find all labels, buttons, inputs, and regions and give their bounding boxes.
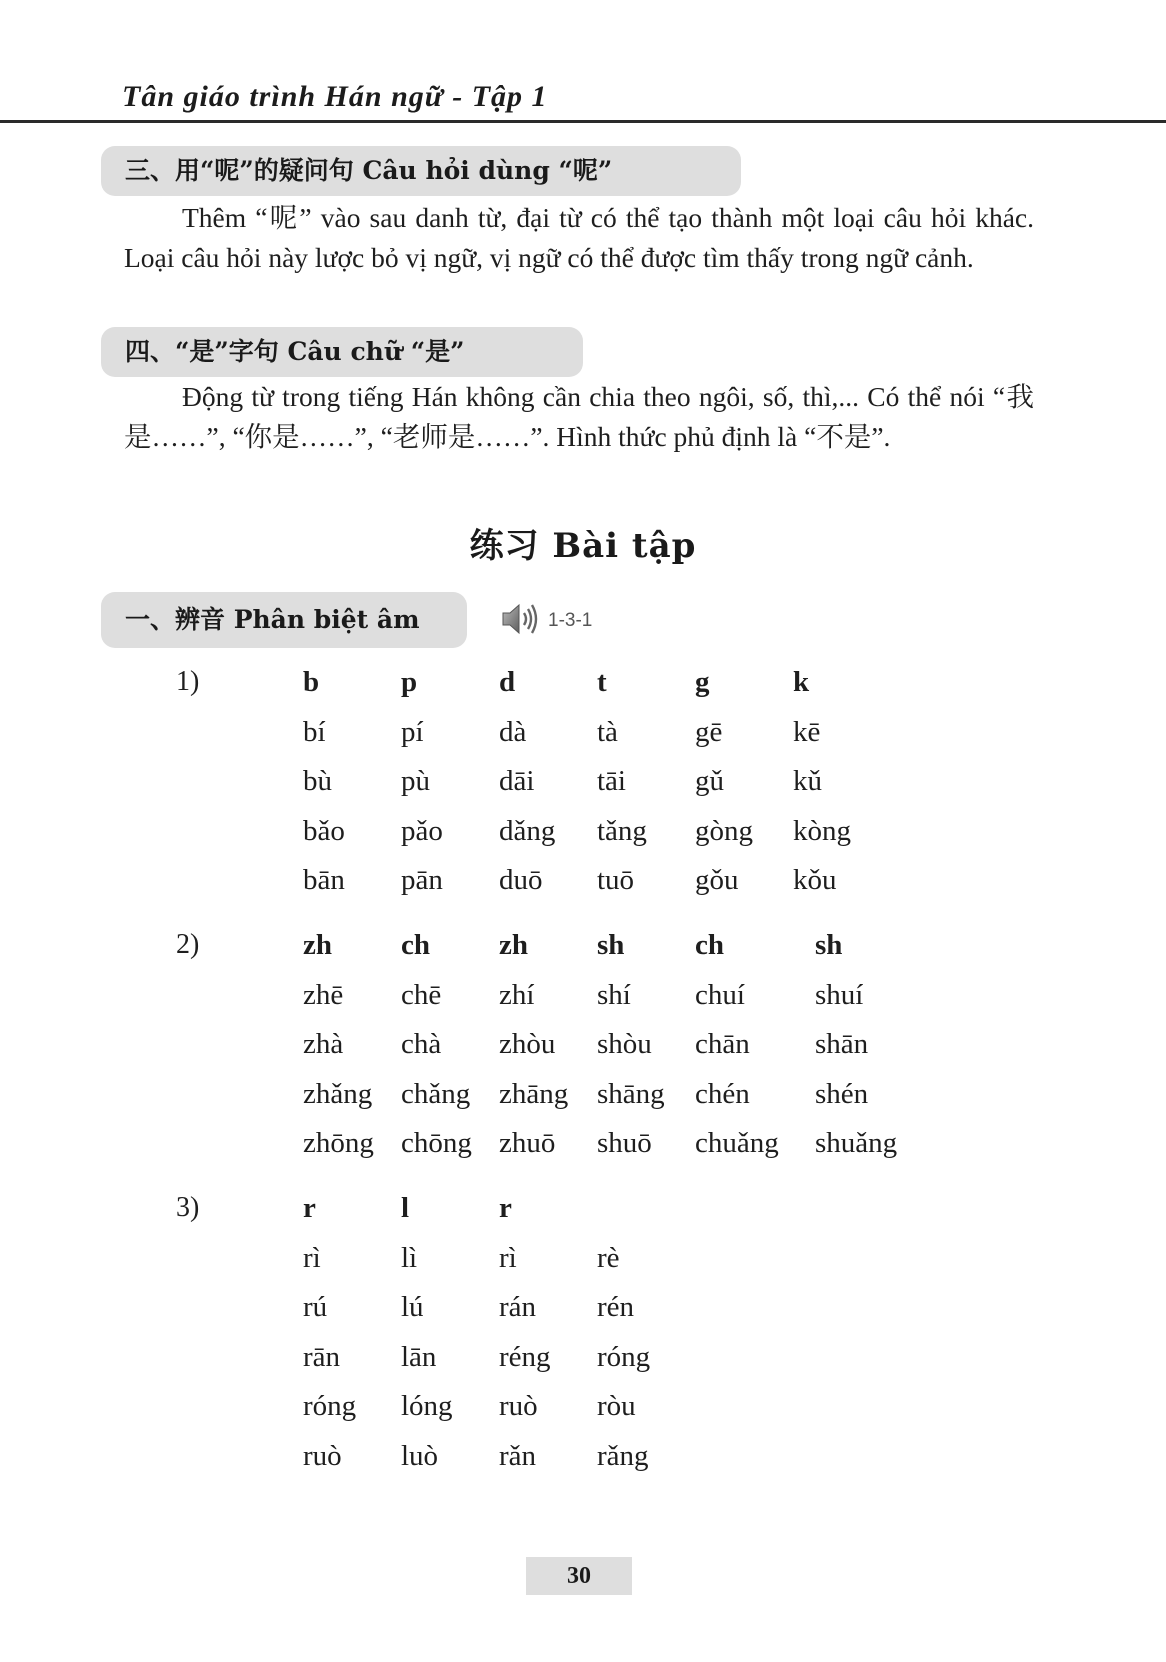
syllable: d bbox=[499, 666, 516, 698]
syllable: tāi bbox=[597, 765, 626, 797]
syllable: chē bbox=[401, 978, 442, 1011]
syllable: lú bbox=[401, 1291, 424, 1323]
audio-track[interactable] bbox=[500, 601, 592, 641]
syllable: t bbox=[597, 666, 607, 698]
speaker-icon[interactable] bbox=[500, 601, 540, 641]
syllable: pù bbox=[401, 765, 430, 797]
group-2-number: 2) bbox=[176, 929, 200, 960]
syllable: dǎng bbox=[499, 814, 556, 847]
syllable: rú bbox=[303, 1291, 328, 1323]
syllable: dà bbox=[499, 715, 527, 748]
syllable: bù bbox=[303, 765, 332, 797]
syllable: pí bbox=[401, 715, 424, 748]
syllable: chà bbox=[401, 1028, 442, 1060]
syllable: shí bbox=[597, 978, 631, 1011]
syllable: luò bbox=[401, 1439, 439, 1472]
syllable: róng bbox=[597, 1340, 651, 1373]
section-body-question-ne-text: Thêm “呢” vào sau danh từ, đại từ có thể tạo thành một loại câu hỏi khác. Loại câu hỏi này lược bỏ vị ngữ, vị ngữ có thể được tìm thấy trong ngữ cảnh. bbox=[124, 202, 1034, 273]
syllable: shāng bbox=[597, 1077, 665, 1110]
syllable: pān bbox=[401, 864, 443, 896]
syllable: shān bbox=[815, 1028, 869, 1060]
syllable: dāi bbox=[499, 765, 535, 797]
syllable: gòng bbox=[695, 814, 753, 847]
syllable: k bbox=[793, 666, 810, 698]
syllable: kē bbox=[793, 715, 821, 748]
syllable: lóng bbox=[401, 1390, 453, 1422]
syllable: g bbox=[695, 666, 710, 698]
syllable: rān bbox=[303, 1340, 341, 1373]
exercise-title: 练习 Bài tập bbox=[469, 526, 697, 566]
syllable: shuí bbox=[815, 978, 864, 1011]
syllable: kòng bbox=[793, 814, 851, 847]
syllable: duō bbox=[499, 864, 543, 896]
syllable: zh bbox=[499, 929, 528, 961]
syllable: rè bbox=[597, 1241, 620, 1274]
syllable: rì bbox=[499, 1241, 517, 1274]
syllable: zhòu bbox=[499, 1028, 556, 1060]
syllable: ch bbox=[695, 929, 724, 961]
syllable: rén bbox=[597, 1291, 635, 1323]
syllable: rǎn bbox=[499, 1439, 537, 1472]
syllable: r bbox=[499, 1192, 512, 1224]
syllable: róng bbox=[303, 1390, 357, 1422]
syllable: p bbox=[401, 666, 418, 698]
syllable: bǎo bbox=[303, 814, 345, 847]
syllable: tǎng bbox=[597, 814, 647, 847]
syllable: zhē bbox=[303, 978, 344, 1011]
page-number: 30 bbox=[526, 1557, 632, 1595]
syllable: zh bbox=[303, 929, 332, 961]
syllable: shén bbox=[815, 1077, 869, 1110]
syllable: b bbox=[303, 666, 320, 698]
syllable: ròu bbox=[597, 1390, 636, 1422]
syllable: zhuō bbox=[499, 1127, 556, 1159]
syllable: tuō bbox=[597, 864, 635, 896]
syllable: kǒu bbox=[793, 864, 837, 896]
syllable: ch bbox=[401, 929, 430, 961]
syllable: pǎo bbox=[401, 814, 443, 847]
syllable: sh bbox=[597, 929, 625, 961]
syllable: rì bbox=[303, 1241, 321, 1274]
syllable: gǒu bbox=[695, 864, 739, 896]
header-rule bbox=[0, 120, 1166, 123]
syllable: chǎng bbox=[401, 1077, 471, 1110]
syllable: zhōng bbox=[303, 1127, 374, 1159]
syllable: réng bbox=[499, 1340, 551, 1373]
syllable: rǎng bbox=[597, 1439, 649, 1472]
group-1-number: 1) bbox=[176, 666, 200, 697]
syllable: r bbox=[303, 1192, 316, 1224]
syllable: shòu bbox=[597, 1028, 652, 1060]
syllable: chuǎng bbox=[695, 1127, 779, 1159]
syllable: rán bbox=[499, 1291, 537, 1323]
syllable: zhà bbox=[303, 1028, 344, 1060]
section-heading-question-ne: 三、用“呢”的疑问句 Câu hỏi dùng “呢” bbox=[101, 146, 741, 196]
syllable: zhāng bbox=[499, 1077, 569, 1110]
syllable: bān bbox=[303, 864, 345, 896]
syllable: chén bbox=[695, 1077, 750, 1110]
syllable: tà bbox=[597, 715, 618, 748]
section-body-question-ne bbox=[124, 198, 1034, 278]
audio-track-label: 1-3-1 bbox=[548, 610, 593, 631]
syllable: zhí bbox=[499, 978, 535, 1011]
section-heading-shi-sentence: 四、“是”字句 Câu chữ “是” bbox=[101, 327, 583, 377]
syllable: lān bbox=[401, 1340, 437, 1373]
syllable: ruò bbox=[303, 1439, 342, 1472]
syllable: gē bbox=[695, 715, 723, 748]
syllable: chuí bbox=[695, 978, 745, 1011]
syllable: chān bbox=[695, 1028, 750, 1060]
syllable: l bbox=[401, 1192, 410, 1224]
syllable: shuǎng bbox=[815, 1127, 898, 1159]
syllable: bí bbox=[303, 715, 326, 748]
syllable: lì bbox=[401, 1241, 418, 1274]
group-3-number: 3) bbox=[176, 1192, 200, 1223]
syllable: gǔ bbox=[695, 765, 724, 797]
section-body-shi-sentence bbox=[124, 377, 1034, 457]
section-body-shi-sentence-text: Động từ trong tiếng Hán không cần chia theo ngôi, số, thì,... Có thể nói “我是……”, “你是……”, “老师是……”. Hình thức phủ định là “不是”. bbox=[124, 381, 1034, 452]
running-header: Tân giáo trình Hán ngữ - Tập 1 bbox=[122, 80, 548, 113]
syllable: chōng bbox=[401, 1127, 472, 1159]
syllable: sh bbox=[815, 929, 843, 961]
syllable: shuō bbox=[597, 1127, 652, 1159]
exercise-part-heading: 一、辨音 Phân biệt âm bbox=[101, 592, 467, 648]
syllable: ruò bbox=[499, 1390, 538, 1422]
syllable: zhǎng bbox=[303, 1077, 373, 1110]
syllable: kǔ bbox=[793, 765, 822, 797]
